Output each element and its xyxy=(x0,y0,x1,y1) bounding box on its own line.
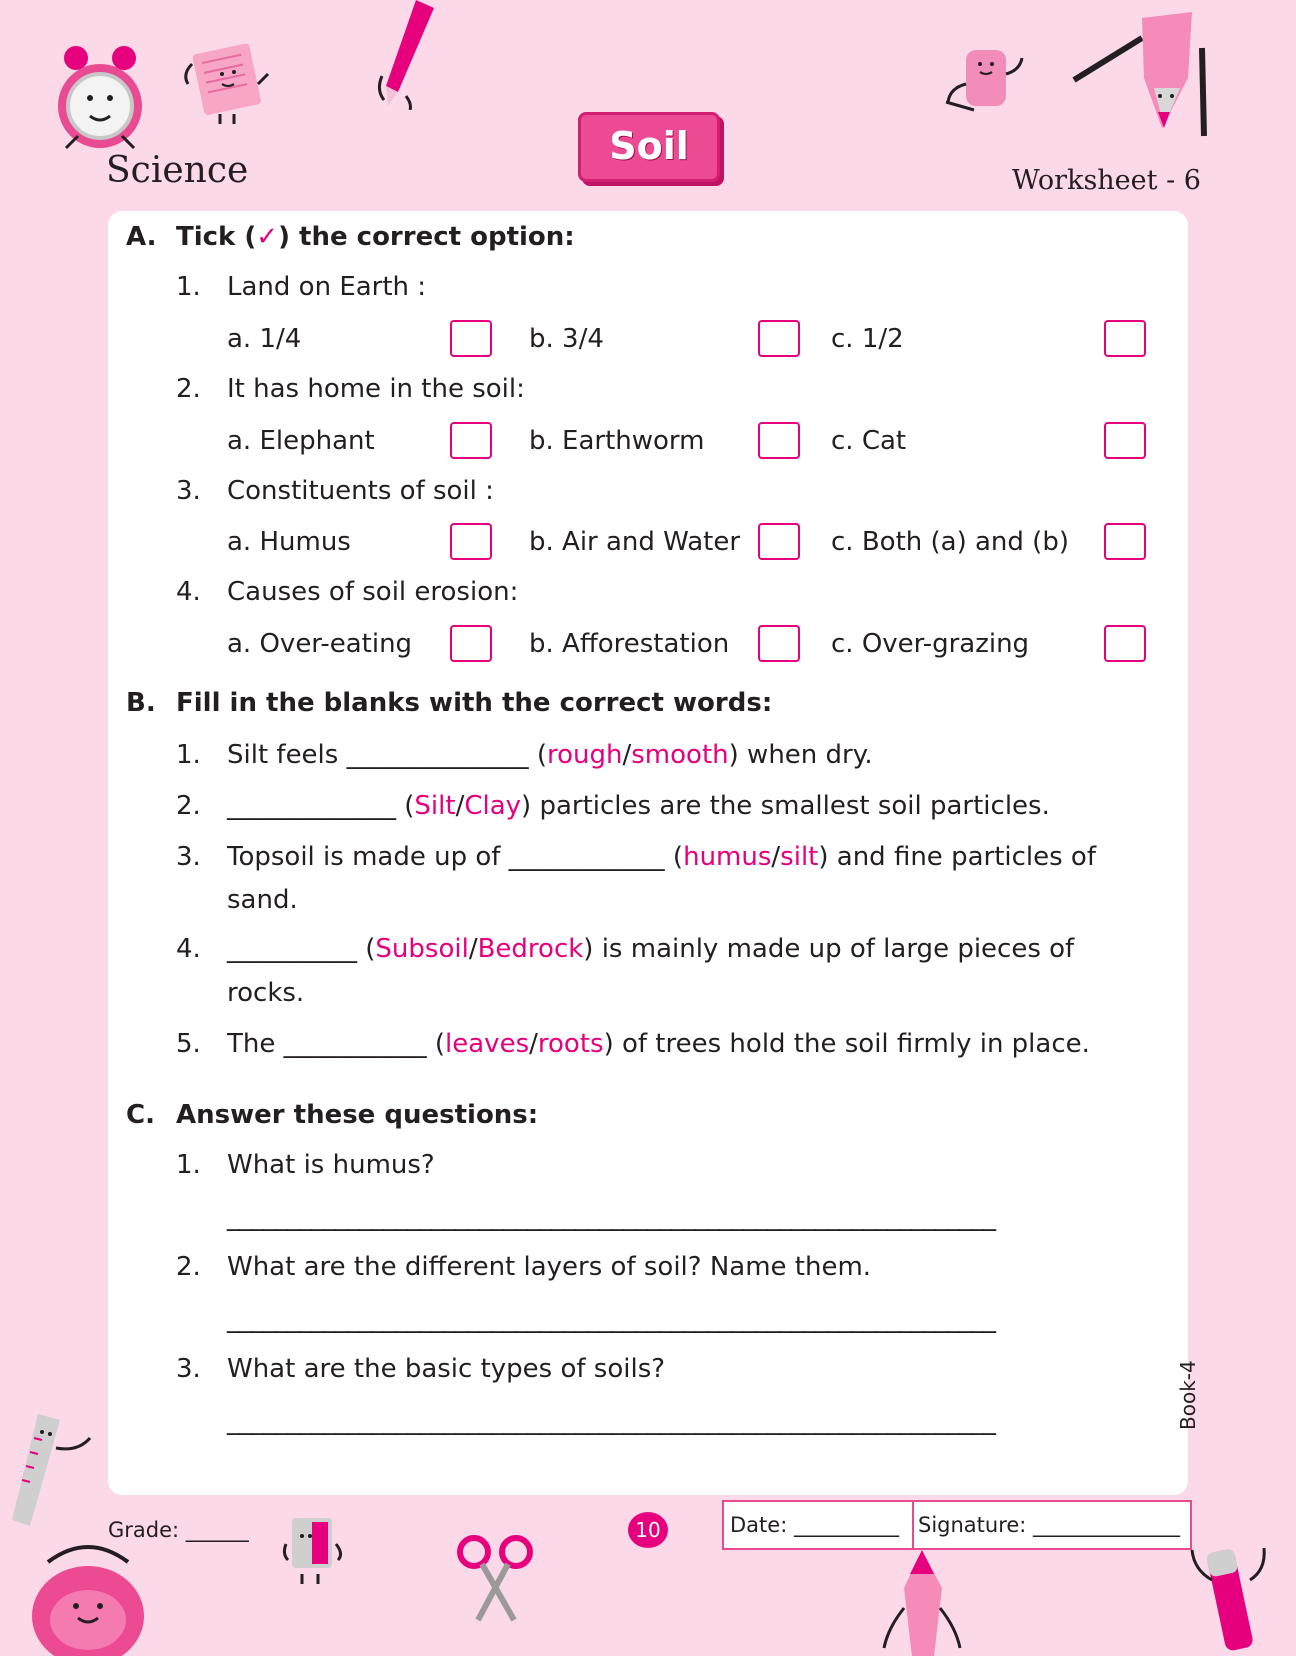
option-checkbox[interactable] xyxy=(1104,625,1146,662)
question-number: 3. xyxy=(176,476,201,506)
question-text: Constituents of soil : xyxy=(227,476,494,506)
sentence-start: Topsoil is made up of ____________ ( xyxy=(227,842,684,872)
pencil-character-doodle-icon xyxy=(1072,8,1212,138)
word-choice: rough xyxy=(547,740,623,770)
notepad-doodle-icon xyxy=(178,44,270,126)
bag-doodle-icon xyxy=(18,1522,158,1656)
word-choice: Bedrock xyxy=(477,934,584,964)
section-a-heading-pre: Tick ( xyxy=(176,222,257,252)
section-c-heading: Answer these questions: xyxy=(176,1100,539,1130)
question-text: What are the basic types of soils? xyxy=(227,1354,666,1384)
blank-number: 5. xyxy=(176,1029,201,1059)
question-number: 1. xyxy=(176,272,201,302)
scissors-doodle-icon xyxy=(456,1534,536,1624)
option-label: b. Earthworm xyxy=(529,426,705,456)
worksheet-title-badge: Soil xyxy=(578,112,720,182)
option-checkbox[interactable] xyxy=(450,625,492,662)
sentence-end: ) and fine particles of xyxy=(818,842,1096,872)
sentence-start: __________ ( xyxy=(227,934,376,964)
sentence-start: _____________ ( xyxy=(227,791,415,821)
word-choice: humus xyxy=(683,842,772,872)
option-checkbox[interactable] xyxy=(1104,422,1146,459)
question-number: 2. xyxy=(176,374,201,404)
blank-number: 3. xyxy=(176,842,201,872)
question-number: 2. xyxy=(176,1252,201,1282)
sentence-end: ) when dry. xyxy=(728,740,873,770)
blank-number: 4. xyxy=(176,934,201,964)
sentence-continuation: rocks. xyxy=(227,978,305,1008)
answer-line[interactable]: ________________________________________________________________ xyxy=(227,1304,995,1334)
sentence-end: ) is mainly made up of large pieces of xyxy=(583,934,1075,964)
question-number: 3. xyxy=(176,1354,201,1384)
option-checkbox[interactable] xyxy=(450,422,492,459)
subject-label: Science xyxy=(106,150,249,191)
option-checkbox[interactable] xyxy=(758,523,800,560)
option-label: b. 3/4 xyxy=(529,324,604,354)
eraser-doodle-icon xyxy=(944,44,1024,124)
pencil-doodle-icon xyxy=(376,0,436,110)
blank-number: 2. xyxy=(176,791,201,821)
worksheet-number: Worksheet - 6 xyxy=(1012,165,1201,196)
answer-line[interactable]: ________________________________________________________________ xyxy=(227,1406,995,1436)
option-checkbox[interactable] xyxy=(758,625,800,662)
option-label: c. Cat xyxy=(831,426,907,456)
sentence-end: ) particles are the smallest soil particles. xyxy=(521,791,1050,821)
option-label: c. 1/2 xyxy=(831,324,904,354)
option-checkbox[interactable] xyxy=(758,422,800,459)
sentence-continuation: sand. xyxy=(227,885,298,915)
section-a-letter: A. xyxy=(126,222,157,252)
question-text: Causes of soil erosion: xyxy=(227,577,519,607)
option-checkbox[interactable] xyxy=(450,320,492,357)
fill-blank-sentence: Topsoil is made up of ____________ (humus/silt) and fine particles of xyxy=(227,842,1096,872)
option-label: c. Over-grazing xyxy=(831,629,1030,659)
tick-mark-icon: ✓ xyxy=(256,222,279,252)
word-choice: Clay xyxy=(464,791,522,821)
word-choice: Silt xyxy=(414,791,456,821)
sharpener-doodle-icon xyxy=(282,1514,344,1588)
section-b-heading: Fill in the blanks with the correct words: xyxy=(176,688,773,718)
sentence-end: ) of trees hold the soil firmly in place. xyxy=(603,1029,1090,1059)
page-number-badge: 10 xyxy=(628,1512,668,1548)
word-choice: Subsoil xyxy=(375,934,469,964)
word-choice: silt xyxy=(780,842,819,872)
blank-number: 1. xyxy=(176,740,201,770)
answer-line[interactable]: ________________________________________________________________ xyxy=(227,1202,995,1232)
option-checkbox[interactable] xyxy=(1104,320,1146,357)
word-choice: smooth xyxy=(631,740,729,770)
question-number: 1. xyxy=(176,1150,201,1180)
section-b-letter: B. xyxy=(126,688,156,718)
signature-field[interactable]: Signature: ______________ xyxy=(912,1500,1192,1550)
option-label: a. Over-eating xyxy=(227,629,413,659)
word-choice: roots xyxy=(537,1029,604,1059)
alarm-clock-doodle-icon xyxy=(52,40,152,160)
option-checkbox[interactable] xyxy=(450,523,492,560)
fill-blank-sentence: __________ (Subsoil/Bedrock) is mainly made up of large pieces of xyxy=(227,934,1075,964)
fill-blank-sentence: The ___________ (leaves/roots) of trees hold the soil firmly in place. xyxy=(227,1029,1090,1059)
fill-blank-sentence: _____________ (Silt/Clay) particles are the smallest soil particles. xyxy=(227,791,1050,821)
section-c-letter: C. xyxy=(126,1100,155,1130)
option-checkbox[interactable] xyxy=(1104,523,1146,560)
sentence-start: The ___________ ( xyxy=(227,1029,446,1059)
date-field[interactable]: Date: __________ xyxy=(722,1500,916,1550)
question-text: It has home in the soil: xyxy=(227,374,525,404)
option-checkbox[interactable] xyxy=(758,320,800,357)
word-choice: leaves xyxy=(445,1029,530,1059)
option-label: b. Air and Water xyxy=(529,527,741,557)
option-label: c. Both (a) and (b) xyxy=(831,527,1069,557)
question-text: What are the different layers of soil? Name them. xyxy=(227,1252,872,1282)
option-label: a. Elephant xyxy=(227,426,375,456)
question-text: Land on Earth : xyxy=(227,272,427,302)
grade-field[interactable]: Grade: ______ xyxy=(108,1518,249,1542)
option-label: b. Afforestation xyxy=(529,629,730,659)
option-label: a. Humus xyxy=(227,527,351,557)
ruler-doodle-icon xyxy=(8,1408,98,1528)
crayon-doodle-icon xyxy=(882,1548,962,1656)
section-a-heading xyxy=(176,222,575,252)
glue-pen-doodle-icon xyxy=(1190,1540,1270,1656)
option-label: a. 1/4 xyxy=(227,324,302,354)
fill-blank-sentence: Silt feels ______________ (rough/smooth) when dry. xyxy=(227,740,873,770)
question-number: 4. xyxy=(176,577,201,607)
sentence-start: Silt feels ______________ ( xyxy=(227,740,547,770)
question-text: What is humus? xyxy=(227,1150,435,1180)
section-a-heading-post: ) the correct option: xyxy=(278,222,575,252)
book-label: Book-4 xyxy=(1176,1360,1200,1430)
